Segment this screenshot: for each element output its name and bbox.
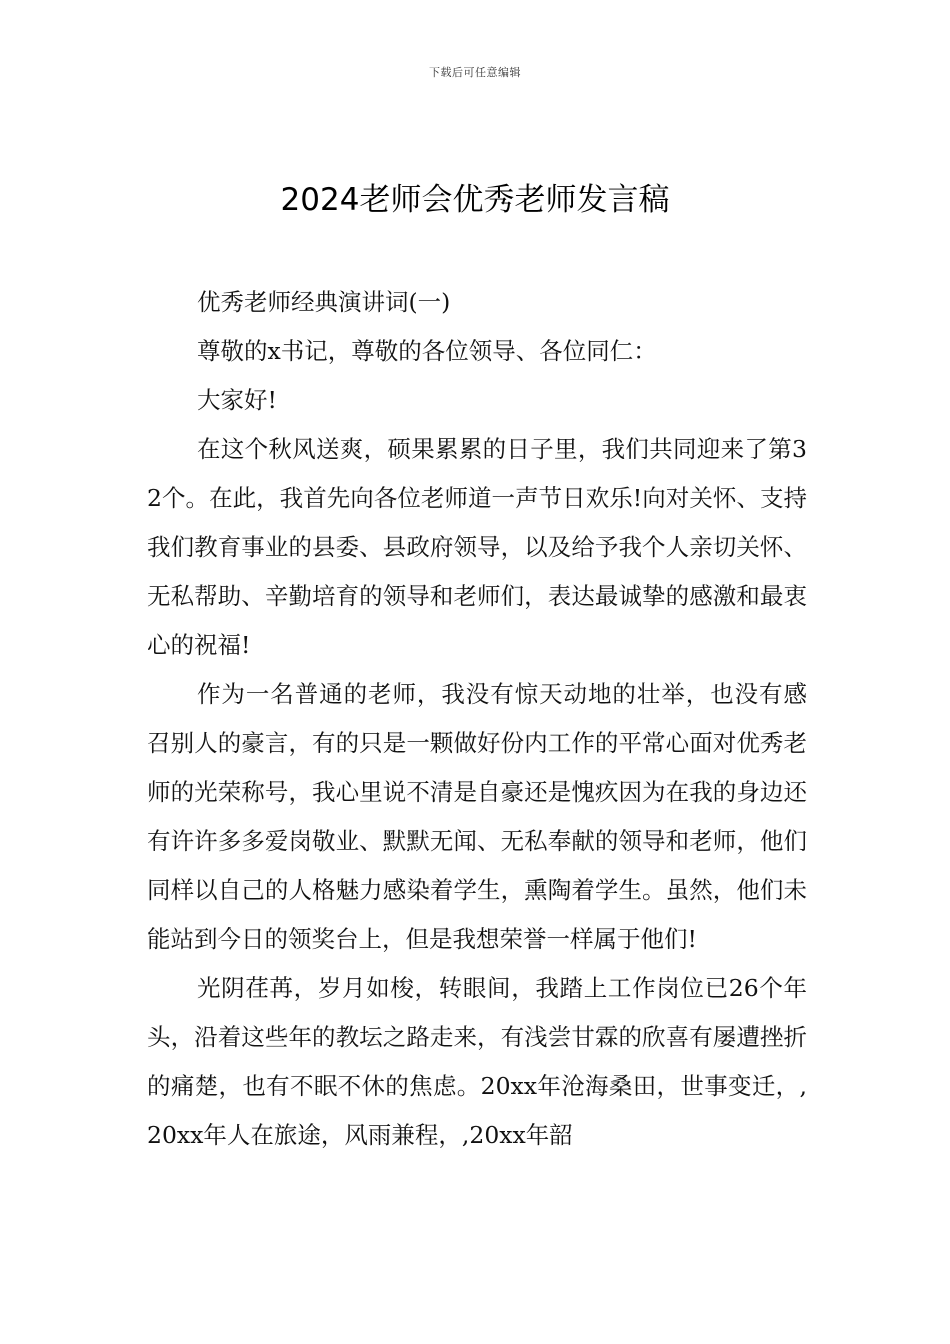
header-note: 下载后可任意编辑 — [429, 66, 521, 79]
paragraph-salutation: 尊敬的x书记，尊敬的各位领导、各位同仁： — [197, 337, 657, 365]
document-title: 2024老师会优秀老师发言稿 — [280, 182, 670, 218]
paragraph-subtitle: 优秀老师经典演讲词(一) — [197, 288, 451, 316]
document-body — [147, 278, 807, 1160]
paragraph: 光阴荏苒，岁月如梭，转眼间，我踏上工作岗位已26个年头，沿着这些年的教坛之路走来，有浅尝甘霖的欣喜有屡遭挫折的痛楚，也有不眠不休的焦虑。20xx年沧海桑田，世事变迁，,20xx年人在旅途，风雨兼程，,20xx年韶 — [147, 974, 807, 1149]
paragraph: 在这个秋风送爽，硕果累累的日子里，我们共同迎来了第32个。在此，我首先向各位老师道一声节日欢乐!向对关怀、支持我们教育事业的县委、县政府领导，以及给予我个人亲切关怀、无私帮助、辛勤培育的领导和老师们，表达最诚挚的感激和最衷心的祝福! — [147, 435, 807, 659]
paragraph: 作为一名普通的老师，我没有惊天动地的壮举，也没有感召别人的豪言，有的只是一颗做好份内工作的平常心面对优秀老师的光荣称号，我心里说不清是自豪还是愧疚因为在我的身边还有许许多多爱岗敬业、默默无闻、无私奉献的领导和老师，他们同样以自己的人格魅力感染着学生，熏陶着学生。虽然，他们未能站到今日的领奖台上，但是我想荣誉一样属于他们! — [147, 680, 807, 953]
paragraph-greeting: 大家好! — [197, 386, 277, 414]
